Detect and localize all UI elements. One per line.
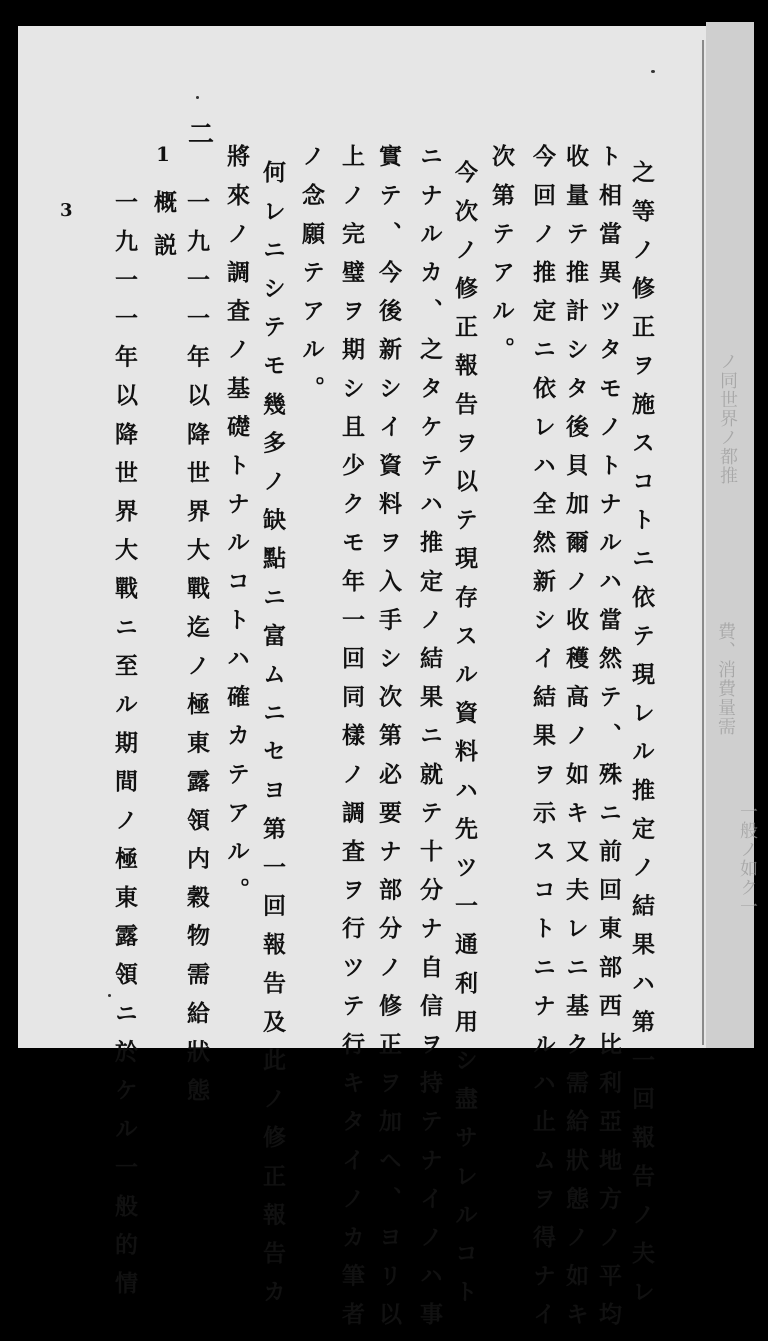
- gutter-rule: [702, 40, 704, 1045]
- page-number: 3: [60, 200, 73, 221]
- text-column-7: ニナルカ、之タケテハ推定ノ結果ニ就テ十分ナ自信ヲ持テナイノハ事: [416, 144, 443, 1341]
- section-heading: 二: [188, 120, 215, 150]
- text-column-9: 上ノ完璧ヲ期シ且少クモ年一回同樣ノ調査ヲ行ツテ行キタイノカ筆者: [338, 144, 365, 1341]
- dust-speck: [108, 994, 111, 997]
- text-column-11: 何レニシテモ幾多ノ缺點ニ富ムニセヨ第一回報告及此ノ修正報告カ: [259, 160, 286, 1318]
- text-column-4: 今回ノ推定ニ依レハ全然新シイ結果ヲ示スコトニナルハ止ムヲ得ナイ: [529, 144, 556, 1341]
- bleed-text-3: 一般ノ如ク一: [737, 802, 758, 916]
- text-column-12: 將來ノ調査ノ基礎トナルコトハ確カテアル。: [223, 144, 250, 916]
- subsection-number: 1: [156, 142, 170, 166]
- text-column-5: 次第テアル。: [488, 144, 515, 376]
- text-column-13: 一九一一年以降世界大戰迄ノ極東露領内穀物需給狀態: [183, 190, 210, 1117]
- subsection-title: 概説: [150, 190, 177, 276]
- text-column-6: 今次ノ修正報告ヲ以テ現存スル資料ハ先ツ一通利用シ盡サレルコト: [451, 160, 478, 1318]
- text-column-14: 一九一一年以降世界大戰ニ至ル期間ノ極東露領ニ於ケル一般的情: [111, 190, 138, 1310]
- text-column-2: ト相當異ツタモノトナルハ當然テ、殊ニ前回東部西比利亞地方ノ平均: [595, 144, 622, 1341]
- text-column-8: 實テ、今後新シイ資料ヲ入手シ次第必要ナ部分ノ修正ヲ加ヘ、ヨリ以: [375, 144, 402, 1341]
- facing-page-edge: [706, 22, 758, 1048]
- text-column-1: 之等ノ修正ヲ施スコトニ依テ現レル推定ノ結果ハ第一回報告ノ夫レ: [628, 160, 655, 1318]
- dust-speck: [196, 96, 199, 99]
- text-column-3: 收量テ推計シタ後貝加爾ノ收穫高ノ如キ又夫レニ基ク需給狀態ノ如キ: [562, 144, 589, 1341]
- dust-speck: [651, 70, 655, 73]
- text-column-10: ノ念願テアル。: [298, 144, 325, 415]
- bleed-text-1: ノ同世界ノ都推: [717, 352, 738, 485]
- bleed-text-2: 費、消費量需: [715, 622, 736, 736]
